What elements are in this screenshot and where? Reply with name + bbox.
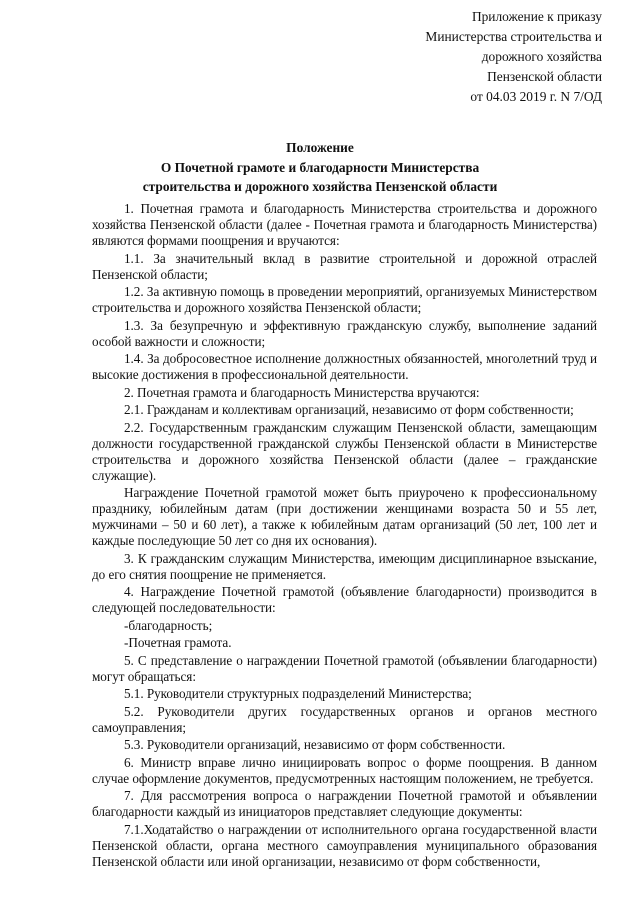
appendix-line: Пензенской области [487, 69, 602, 84]
paragraph: 1.1. За значительный вклад в развитие строительной и дорожной отраслей Пензенской области; [92, 250, 597, 282]
paragraph: 1.2. За активную помощь в проведении мероприятий, организуемых Министерством строительства и дорожного хозяйства Пензенской области; [92, 284, 597, 315]
paragraph: 6. Министр вправе лично инициировать вопрос о форме поощрения. В данном случае оформление документов, предусмотренных настоящим положением, не требуется. [92, 754, 597, 786]
paragraph: 2.2. Государственным гражданским служащим Пензенской области, замещающим должности государственной гражданской службы Пензенской области в Министерстве строительства и дорожного хозяйства Пензенской области (далее – гражданские служащие). [92, 419, 597, 483]
title-line: Положение [286, 140, 354, 155]
paragraph: 3. К гражданским служащим Министерства, имеющим дисциплинарное взыскание, до его снятия поощрение не применяется. [92, 550, 597, 582]
appendix-line: Приложение к приказу [471, 9, 602, 24]
paragraph: 1.4. За добросовестное исполнение должностных обязанностей, многолетний труд и высокие достижения в профессиональной деятельности. [92, 351, 597, 382]
paragraph: 2. Почетная грамота и благодарность Министерства вручаются: [124, 384, 480, 400]
appendix-header [342, 7, 602, 107]
title-line: строительства и дорожного хозяйства Пензенской области [142, 179, 498, 194]
paragraph: 1. Почетная грамота и благодарность Министерства строительства и дорожного хозяйства Пензенской области (далее - Почетная грамота и благодарность Министерства) являются формами поощрения и вручаются: [92, 201, 597, 248]
title-line: О Почетной грамоте и благодарности Министерства [160, 159, 480, 175]
paragraph: 5.2. Руководители других государственных органов и органов местного самоуправления; [92, 703, 597, 735]
appendix-line: от 04.03 2019 г. N 7/ОД [470, 89, 602, 104]
paragraph: 2.1. Гражданам и коллективам организаций, независимо от форм собственности; [124, 402, 574, 417]
paragraph: 4. Награждение Почетной грамотой (объявление благодарности) производится в следующей последовательности: [92, 584, 597, 615]
paragraph: 5.3. Руководители организаций, независимо от форм собственности. [124, 737, 506, 752]
paragraph: 7. Для рассмотрения вопроса о награждении Почетной грамотой и объявлении благодарности каждый из инициаторов представляет следующие документы: [92, 788, 597, 819]
document-body [92, 201, 597, 886]
paragraph: -благодарность; [124, 617, 213, 633]
paragraph: -Почетная грамота. [124, 635, 232, 650]
paragraph: 7.1.Ходатайство о награждении от исполнительного органа государственной власти Пензенской области, органа местного самоуправления муниципального образования Пензенской области или иной организации, независимо от форм собственности, [92, 821, 597, 869]
appendix-line: Министерства строительства и [425, 29, 602, 44]
paragraph: 5. С представление о награждении Почетной грамотой (объявлении благодарности) могут обращаться: [92, 652, 597, 684]
paragraph: Награждение Почетной грамотой может быть приурочено к профессиональному празднику, юбилейным датам (при достижении женщинами возраста 50 и 55 лет, мужчинами – 50 и 60 лет), а также к юбилейным датам организаций (50 лет, 100 лет и каждые последующие 50 лет со дня их основания). [92, 485, 597, 548]
appendix-line: дорожного хозяйства [481, 49, 602, 64]
paragraph: 5.1. Руководители структурных подразделений Министерства; [124, 686, 472, 701]
document-title [60, 138, 580, 197]
paragraph: 1.3. За безупречную и эффективную гражданскую службу, выполнение заданий особой важности и сложности; [92, 317, 597, 349]
